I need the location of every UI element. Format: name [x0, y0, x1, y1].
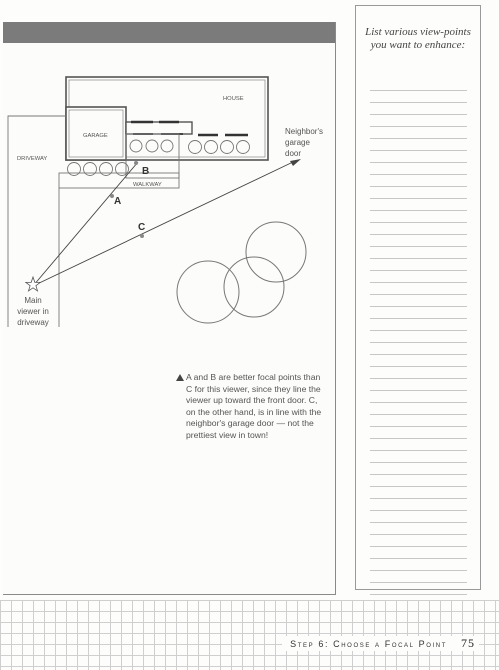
diagram-caption: [186, 372, 326, 442]
worksheet-title: List various view-points you want to enhance:: [365, 26, 471, 51]
writing-line: [370, 187, 467, 199]
caption-text: A and B are better focal points than C for this viewer, since they line the viewer up toward the front door. C, on the other hand, is in line with the neighbor's garage door — not the prettiest view in town!: [186, 372, 322, 440]
writing-line: [370, 487, 467, 499]
shrub: [237, 141, 250, 154]
neighbor-label-line1: Neighbor's: [285, 127, 323, 136]
writing-line: [370, 379, 467, 391]
neighbor-label-line2: garage: [285, 138, 310, 147]
point-c-dot: [140, 234, 144, 238]
writing-line: [370, 415, 467, 427]
writing-line: [370, 235, 467, 247]
point-a-label: A: [114, 196, 122, 207]
point-c-label: C: [138, 222, 146, 233]
writing-line: [370, 79, 467, 91]
writing-line: [370, 307, 467, 319]
entry-nook: [126, 122, 192, 134]
writing-line: [370, 451, 467, 463]
writing-line: [370, 91, 467, 103]
shrub: [205, 141, 218, 154]
writing-line: [370, 127, 467, 139]
sight-line-c: [33, 162, 293, 286]
shrub: [146, 140, 158, 152]
viewer-label-line3: driveway: [17, 318, 49, 327]
writing-line: [370, 367, 467, 379]
site-plan-diagram: [3, 22, 335, 594]
shrub: [189, 141, 202, 154]
writing-line: [370, 319, 467, 331]
writing-line: [370, 559, 467, 571]
viewer-label-line1: Main: [24, 296, 42, 305]
walkway-label: WALKWAY: [133, 182, 162, 188]
tree-circle: [246, 222, 306, 282]
tree-circle: [224, 257, 284, 317]
neighbor-label-line3: door: [285, 149, 302, 158]
page-footer: [282, 636, 479, 651]
writing-line: [370, 103, 467, 115]
diagram-panel: [3, 22, 336, 595]
point-b-dot: [134, 161, 138, 165]
tree-circle: [177, 261, 239, 323]
footer-grid: [0, 600, 499, 670]
writing-line: [370, 175, 467, 187]
writing-line: [370, 331, 467, 343]
writing-line: [370, 571, 467, 583]
writing-line: [370, 511, 467, 523]
garage-label: GARAGE: [83, 133, 108, 139]
writing-line: [370, 283, 467, 295]
shrub: [100, 163, 113, 176]
writing-lines: [370, 79, 467, 619]
shrub: [130, 140, 142, 152]
shrub: [68, 163, 81, 176]
writing-line: [370, 211, 467, 223]
writing-line: [370, 295, 467, 307]
writing-line: [370, 535, 467, 547]
writing-line: [370, 583, 467, 595]
point-b-label: B: [142, 166, 150, 177]
writing-line: [370, 463, 467, 475]
writing-line: [370, 115, 467, 127]
writing-line: [370, 439, 467, 451]
writing-line: [370, 163, 467, 175]
writing-line: [370, 427, 467, 439]
writing-line: [370, 151, 467, 163]
writing-line: [370, 391, 467, 403]
shrub: [116, 163, 129, 176]
writing-line: [370, 199, 467, 211]
shrub: [84, 163, 97, 176]
writing-line: [370, 499, 467, 511]
writing-line: [370, 223, 467, 235]
viewpoints-worksheet: [355, 5, 481, 590]
writing-line: [370, 259, 467, 271]
page-number: 75: [461, 636, 475, 650]
writing-line: [370, 403, 467, 415]
writing-line: [370, 475, 467, 487]
sight-line-ab: [33, 162, 138, 286]
writing-line: [370, 247, 467, 259]
viewer-star-icon: [26, 277, 40, 291]
arrowhead: [290, 159, 301, 166]
shrub: [221, 141, 234, 154]
writing-line: [370, 547, 467, 559]
writing-line: [370, 343, 467, 355]
driveway-label: DRIVEWAY: [17, 156, 48, 162]
triangle-bullet-icon: [176, 374, 184, 381]
viewer-label-line2: viewer in: [17, 307, 49, 316]
shrub: [161, 140, 173, 152]
writing-line: [370, 139, 467, 151]
writing-line: [370, 355, 467, 367]
house-label: HOUSE: [223, 96, 244, 102]
footer-step-title: Step 6: Choose a Focal Point: [290, 639, 447, 649]
writing-line: [370, 523, 467, 535]
writing-line: [370, 271, 467, 283]
